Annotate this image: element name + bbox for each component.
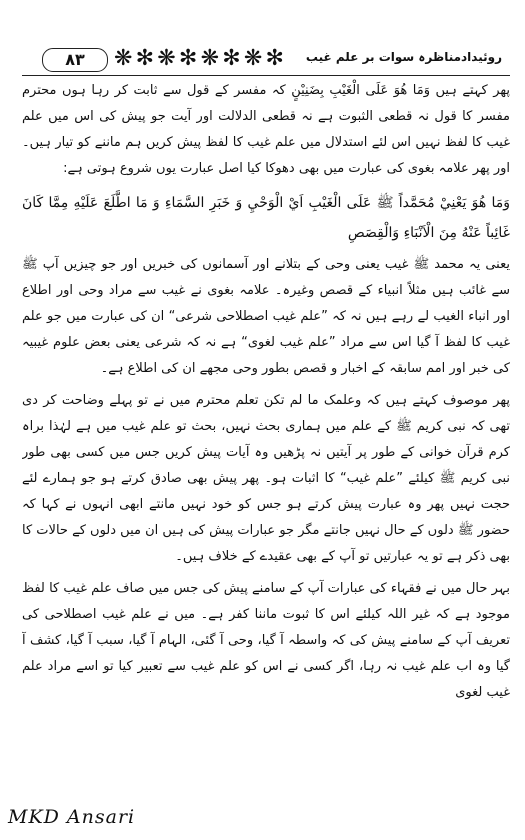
paragraph: یعنی یہ محمد ﷺ غیب یعنی وحی کے بتلانے اور آسمانوں کی خبریں اور جو چیزیں آپ ﷺ سے غائب ہیں مثلاً انبیاء کے قصص وغیرہ۔ علامہ بغوی نے غیب سے مراد وحی اور اطلاع اور انباء الغیب لے رہے ہیں نہ کہ ”علم غیب اصطلاحی شرعی“ ان کی عبارت میں جو علم غیب کا لفظ آ گیا اس سے مراد ”علم غیب لغوی“ ہے نہ کہ شرعی یعنی بعض علوم غیبیہ کی خبر اور امم سابقہ کے اخبار و قصص بطور وحی مجھے ان کی اطلاع ہے۔ [22,257,510,376]
ornament-icon: ❋ [157,46,176,71]
paragraph: بہر حال میں نے فقہاء کی عبارات آپ کے سامنے پیش کی جس میں صاف علم غیب کا لفظ موجود ہے کہ غیر اللہ کیلئے اس کا ثبوت ماننا کفر ہے۔ میں نے علم غیب اصطلاحی کی تعریف آپ کے سامنے پیش کی کہ واسطہ آ گیا، وحی آ گئی، الہام آ گیا، سبب آ گیا، کشف آ گیا وہ اب علم غیب نہ رہا، اگر کسی نے اس کو علم غیب سے تعبیر کیا تو اسے مراد علم غیب لغوی [22,581,510,700]
signature-watermark: MKD Ansari [8,806,136,828]
ornament-icon: ❋ [200,46,219,71]
paragraph: پھر کہتے ہیں وَمَا هُوَ عَلَى الْغَيْبِ بِضَنِيْنٍ کہ مفسر کے قول سے ثابت کر رہا ہوں محترم مفسر کا قول نہ قطعی الثبوت ہے نہ قطعی الدلالت اور آیت جو پیش کی اس میں علم غیب کا لفظ نہیں اس لئے استدلال میں علم غیب کا لفظ پیش کریں ہم ماننے کو تیار ہیں۔ اور پھر علامہ بغوی کی عبارت میں بھی دھوکا کیا اصل عبارت یوں شروع ہوتی ہے: [22,83,510,176]
page-number: ۸۳ [42,48,108,72]
ornament-icon: ❋ [114,46,133,71]
paragraph: پھر موصوف کہتے ہیں کہ وعلمک ما لم تکن تعلم محترم میں نے تو پہلے وضاحت کر دی تھی کہ نبی کریم ﷺ کے علم میں ہماری بحث نہیں، بحث تو علم غیب میں ہے لہٰذا براہ کرم قرآن خوانی کے طور پر آیتیں نہ پڑھیں وہ آیات پیش کریں جس میں کسی بھی طور نبی کریم ﷺ کیلئے ”علم غیب“ کا اثبات ہو۔ پھر پیش بھی صادق کرتے ہو جو ہمارے لئے حجت نہیں پھر وہ عبارت پیش کرتے ہو جس کو خود نہیں مانتے ابھی انہوں نے کہا کہ حضور ﷺ دلوں کے حال نہیں جانتے مگر جو عبارات پیش کی ہیں ان میں دلوں کے حالات کا بھی ذکر ہے تو یہ عبارتیں تو آپ کے بھی عقیدے کے خلاف ہیں۔ [22,393,510,564]
page-header [22,42,510,76]
header-ornaments [114,46,284,72]
header-divider [22,75,510,76]
ornament-icon: ✻ [135,46,155,71]
ornament-icon: ❋ [243,46,263,71]
ornament-icon: ✻ [178,46,198,71]
ornament-icon: ✻ [265,46,284,71]
ornament-icon: ✻ [222,46,241,71]
page-body [22,78,510,803]
running-title: روئیدادمناظرہ سوات بر علم غیب [305,50,502,64]
arabic-quotation: وَمَا هُوَ يَعْنِيْ مُحَمَّداً ﷺ عَلَى الْغَيْبِ اَيْ الْوَحْيِ وَ خَبَرِ السَّمَاءِ وَ مَا اطَّلَعَ عَلَيْهِ مِمَّا كَانَ غَائِباً عَنْهُ مِنَ الْاَنْبَاءِ وَالْقِصَصِ [22,195,510,241]
